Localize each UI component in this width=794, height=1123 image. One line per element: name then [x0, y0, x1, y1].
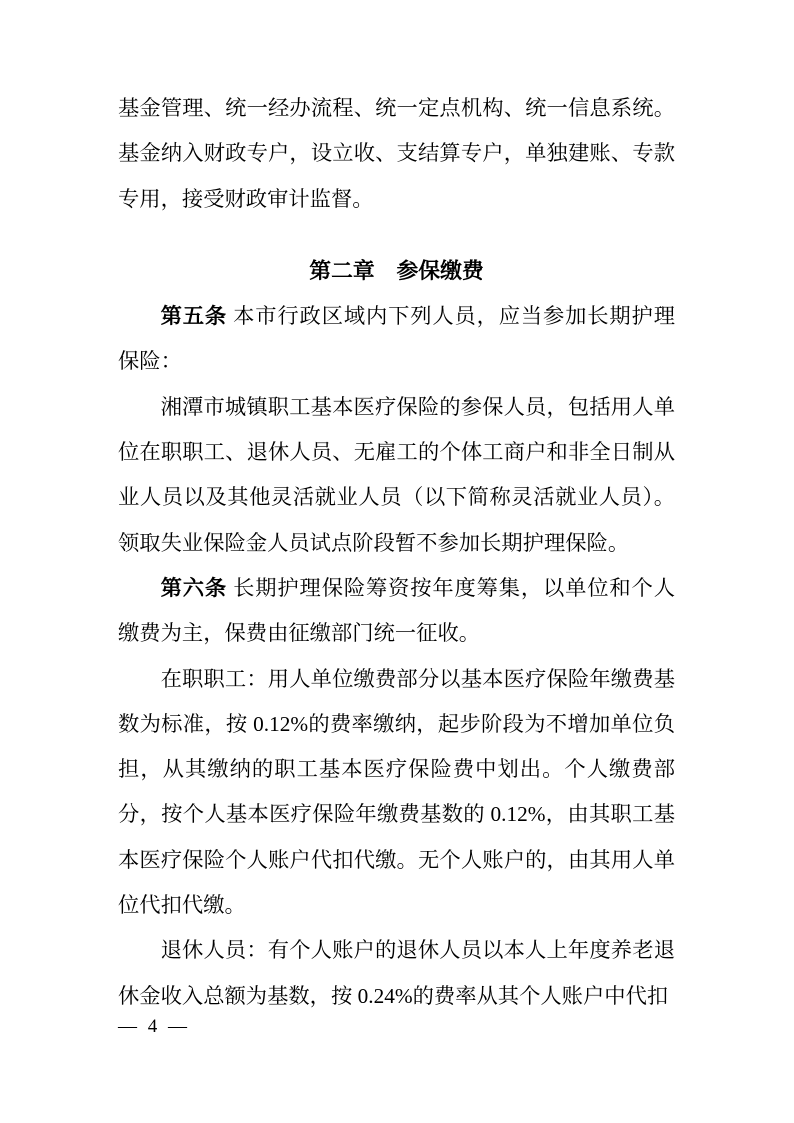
paragraph-text: 本市行政区域内下列人员，应当参加长期护理保险： [118, 304, 675, 374]
clause-number: 第六条 [160, 575, 227, 600]
paragraph-text: 长期护理保险筹资按年度筹集，以单位和个人缴费为主，保费由征缴部门统一征收。 [118, 575, 675, 646]
document-content [118, 86, 675, 1019]
paragraph [118, 294, 675, 385]
paragraph: 湘潭市城镇职工基本医疗保险的参保人员，包括用人单位在职职工、退休人员、无雇工的个体工商户和非全日制从业人员以及其他灵活就业人员（以下简称灵活就业人员）。领取失业保险金人员试点阶段暂不参加长期护理保险。 [118, 394, 675, 555]
chapter-heading: 第二章 参保缴费 [309, 258, 484, 283]
paragraph: 基金管理、统一经办流程、统一定点机构、统一信息系统。基金纳入财政专户，设立收、支结算专户，单独建账、专款专用，接受财政审计监督。 [118, 96, 675, 211]
clause-number: 第五条 [160, 304, 227, 329]
paragraph: 退休人员：有个人账户的退休人员以本人上年度养老退休金收入总额为基数，按 0.24%的费率从其个人账户中代扣 [118, 938, 675, 1008]
paragraph: 在职职工：用人单位缴费部分以基本医疗保险年缴费基数为标准，按 0.12%的费率缴纳，起步阶段为不增加单位负担，从其缴纳的职工基本医疗保险费中划出。个人缴费部分，按个人基本医疗保险年缴费基数的 0.12%，由其职工基本医疗保险个人账户代扣代缴。无个人账户的，由其用人单位代扣代缴。 [118, 666, 675, 918]
paragraph [118, 566, 675, 657]
page-number: — 4 — [118, 1016, 190, 1037]
